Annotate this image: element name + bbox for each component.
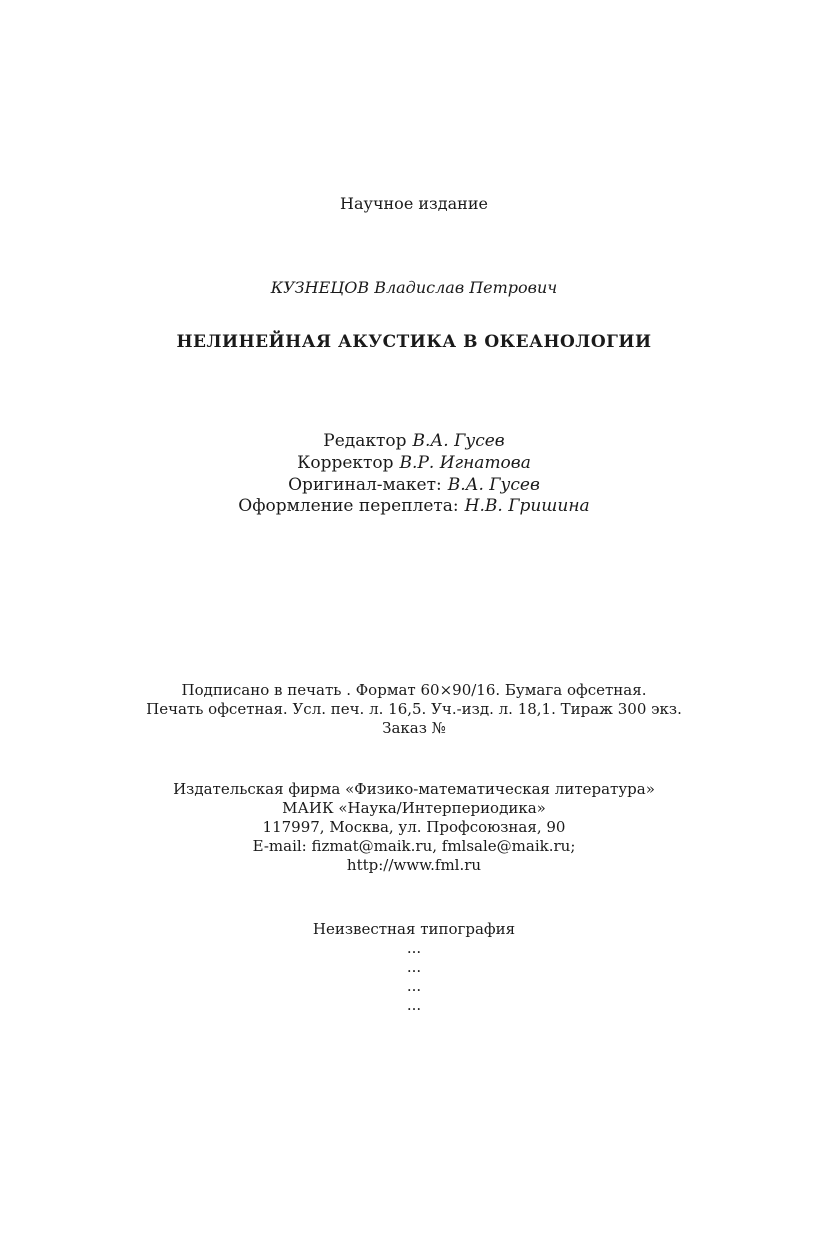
credit-role: Оформление переплета: [238, 496, 459, 516]
order-number: Заказ № [382, 719, 446, 737]
publisher-maik: МАИК «Наука/Интерпериодика» [282, 799, 546, 817]
credit-person: В.А. Гусев [447, 475, 540, 495]
credit-role: Корректор [297, 453, 394, 473]
credit-cover-design [0, 496, 828, 517]
typography-placeholder: ... [406, 958, 422, 976]
publisher-website: http://www.fml.ru [346, 856, 482, 874]
credit-person: В.А. Гусев [412, 431, 505, 451]
book-title: НЕЛИНЕЙНАЯ АКУСТИКА В ОКЕАНОЛОГИИ [176, 332, 652, 352]
typography-placeholder: ... [406, 939, 422, 957]
credit-person: В.Р. Игнатова [399, 453, 531, 473]
typography-name: Неизвестная типография [312, 920, 516, 938]
publisher-address: 117997, Москва, ул. Профсоюзная, 90 [262, 818, 566, 836]
edition-type: Научное издание [340, 194, 488, 213]
author-name: КУЗНЕЦОВ Владислав Петрович [270, 278, 558, 297]
credit-layout [0, 475, 828, 496]
credit-editor [0, 431, 828, 452]
publisher-email: E-mail: fizmat@maik.ru, fmlsale@maik.ru; [252, 837, 576, 855]
credit-role: Оригинал-макет: [288, 475, 442, 495]
printing-line: Подписано в печать . Формат 60×90/16. Бумага офсетная. [181, 681, 647, 699]
publisher-name: Издательская фирма «Физико-математическая литература» [173, 780, 655, 798]
credit-role: Редактор [323, 431, 407, 451]
printing-line: Печать офсетная. Усл. печ. л. 16,5. Уч.-изд. л. 18,1. Тираж 300 экз. [146, 700, 682, 718]
typography-placeholder: ... [406, 996, 422, 1014]
credit-person: Н.В. Гришина [464, 496, 590, 516]
typography-placeholder: ... [406, 977, 422, 995]
credit-corrector [0, 453, 828, 474]
